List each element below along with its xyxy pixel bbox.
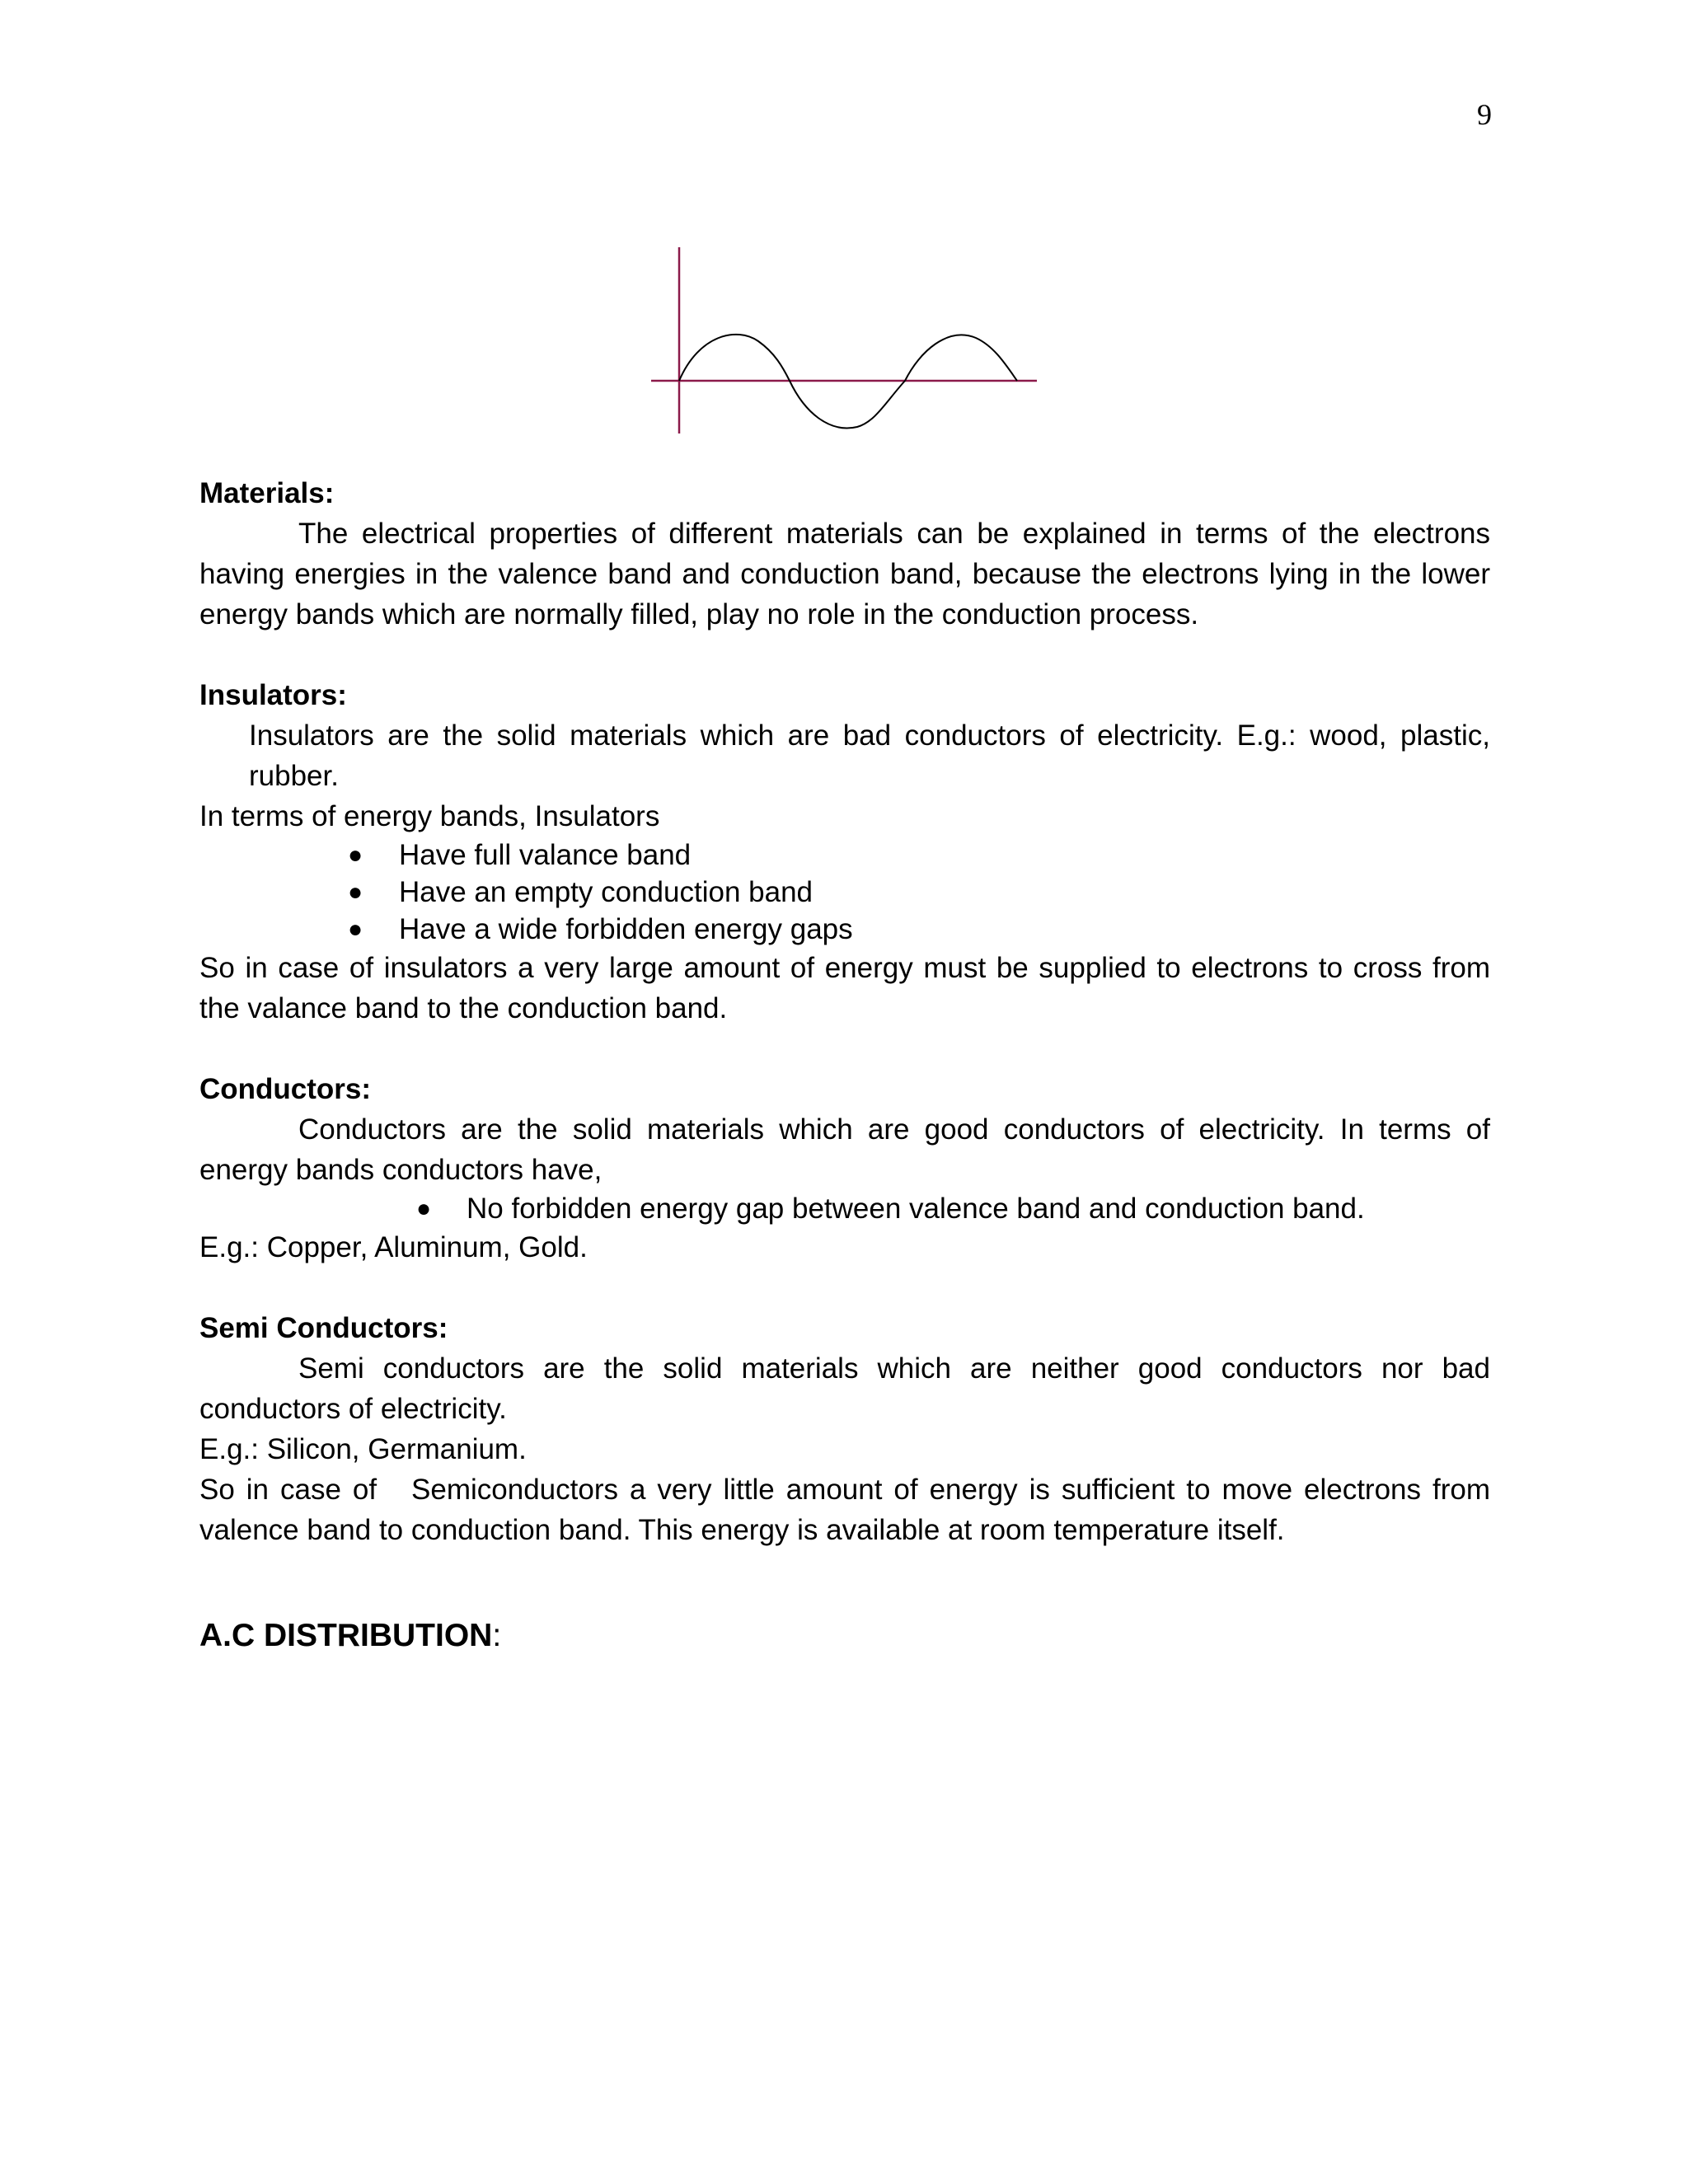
semiconductors-heading: Semi Conductors: — [199, 1312, 448, 1344]
conductors-heading: Conductors: — [199, 1073, 372, 1105]
list-item: ● No forbidden energy gap between valence band and conduction band. — [199, 1190, 1490, 1227]
semiconductors-paragraph: Semi conductors are the solid materials which are neither good conductors nor bad conductors of electricity. — [199, 1352, 1490, 1425]
semiconductors-conclusion: So in case of Semiconductors a very little amount of energy is sufficient to move electrons from valence band to conduction band. This energy is available at room temperature itself. — [199, 1474, 1498, 1546]
conductors-paragraph: Conductors are the solid materials which are good conductors of electricity. In terms of energy bands conductors have, — [199, 1113, 1490, 1186]
document-body — [199, 473, 1498, 1688]
conductors-examples: E.g.: Copper, Aluminum, Gold. — [199, 1231, 588, 1263]
materials-heading: Materials: — [199, 477, 335, 509]
insulators-heading: Insulators: — [199, 679, 347, 711]
conductors-bullet-list — [199, 1190, 1490, 1227]
insulators-definition: Insulators are the solid materials which are bad conductors of electricity. E.g.: wood, plastic, rubber. — [249, 719, 1490, 792]
ac-distribution-colon: : — [492, 1618, 502, 1653]
insulators-conclusion: So in case of insulators a very large amount of energy must be supplied to electrons to cross from the valance band to the conduction band. — [199, 952, 1490, 1024]
materials-paragraph: The electrical properties of different materials can be explained in terms of the electrons having energies in the valence band and conduction band, because the electrons lying in the lower energy bands which are normally filled, play no role in the conduction process. — [199, 518, 1490, 630]
list-item: ● Have an empty conduction band — [199, 874, 1490, 911]
bullet-icon: ● — [348, 916, 363, 943]
ac-distribution-title: A.C DISTRIBUTION — [199, 1618, 493, 1653]
semiconductors-examples: E.g.: Silicon, Germanium. — [199, 1433, 527, 1465]
insulators-intro: In terms of energy bands, Insulators — [199, 800, 660, 832]
insulators-bullet-list — [199, 837, 1490, 948]
list-item: ● Have a wide forbidden energy gaps — [199, 911, 1490, 948]
list-item: ● Have full valance band — [199, 837, 1490, 874]
sine-wave-diagram — [643, 244, 1039, 442]
bullet-icon: ● — [416, 1195, 432, 1222]
bullet-icon: ● — [348, 841, 363, 869]
ac-distribution-heading — [199, 1615, 1490, 1656]
bullet-icon: ● — [348, 879, 363, 906]
sine-wave-figure — [643, 244, 1039, 446]
page-number: 9 — [1477, 98, 1492, 131]
